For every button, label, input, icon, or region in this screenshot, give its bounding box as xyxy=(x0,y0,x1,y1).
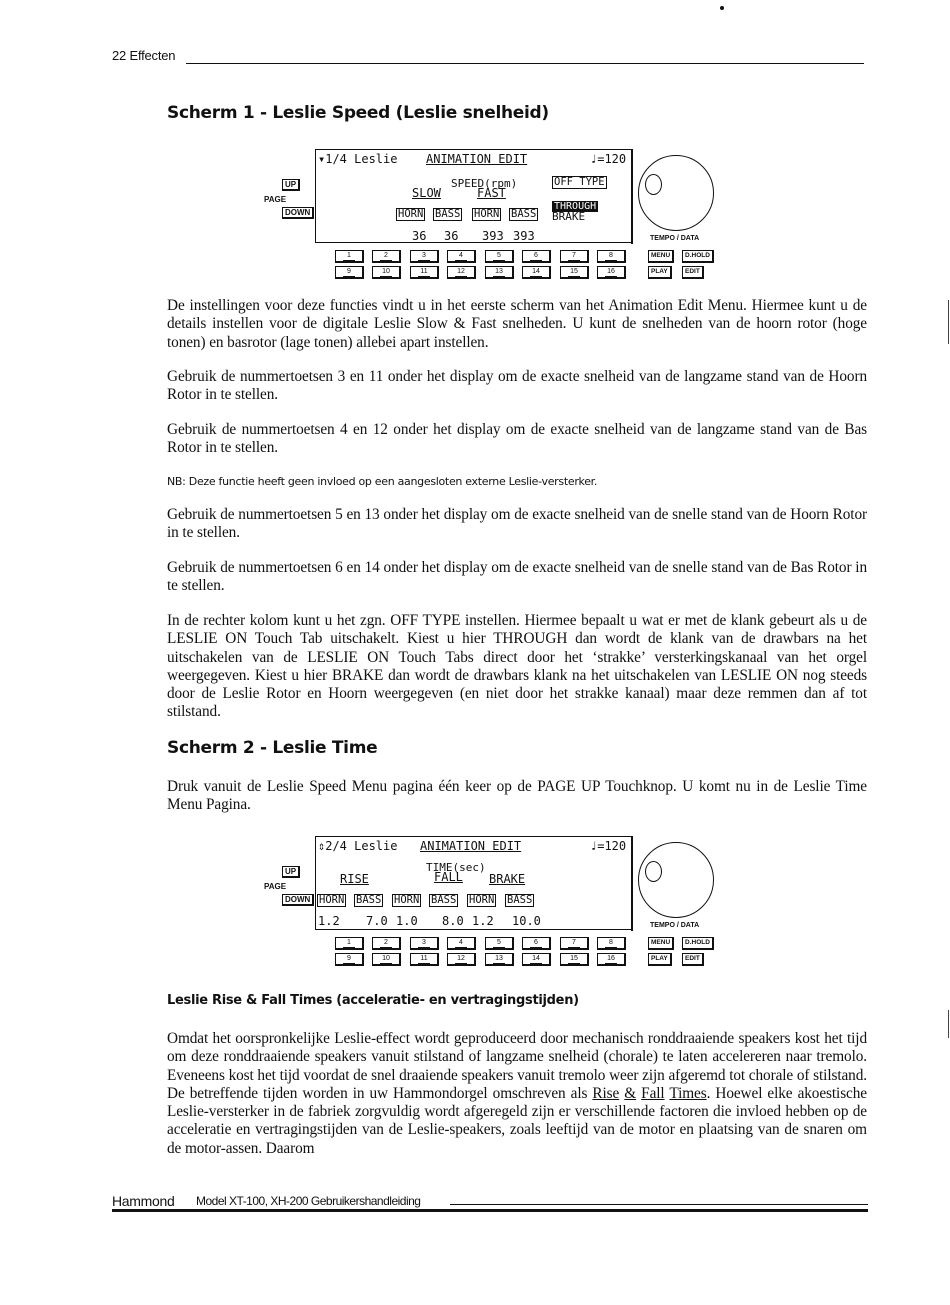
number-key-15[interactable]: 15 xyxy=(560,266,589,279)
lcd-value: 7.0 xyxy=(366,914,388,928)
page-label: PAGE xyxy=(264,195,287,204)
section-2-title: Scherm 2 - Leslie Time xyxy=(167,738,378,758)
lcd-fall: FALL xyxy=(434,870,463,884)
number-key-15[interactable]: 15 xyxy=(560,953,589,966)
lcd-page: ▾1/4 Leslie xyxy=(318,152,398,166)
lcd-mode: ANIMATION EDIT xyxy=(426,152,528,166)
page-header-label: 22 Effecten xyxy=(112,48,176,63)
lcd-label: BASS xyxy=(431,894,457,906)
number-key-9[interactable]: 9 xyxy=(335,953,364,966)
lcd-rise: RISE xyxy=(340,872,369,886)
lcd-mode: ANIMATION EDIT xyxy=(420,839,522,853)
lcd-through: THROUGH xyxy=(554,201,597,212)
paragraph: Gebruik de nummertoetsen 4 en 12 onder het display om de exacte snelheid van de langzame stand van de Bas Rotor in te stellen. xyxy=(167,421,867,457)
lcd-tempo: ♩=120 xyxy=(590,839,627,853)
paragraph: Omdat het oorspronkelijke Leslie-effect wordt geproduceerd door mechanisch ronddraaiende speakers kost het tijd om deze ronddraaiende speakers vanuit stilstand of langzame snelheid (chorale) te laten accelereren naar tremolo. Eveneens kost het tijd voordat de snel draaiende speakers vanuit tremolo weer zijn afgeremd tot chorale of stilstand. De betreffende tijden worden in uw Hammondorgel omschreven als Rise & Fall Times. Hoewel elke akoestische Leslie-versterker in de fabriek zorgvuldig wordt afgeregeld zijn er verschillende factoren die invloed hebben op de acceleratie en vertragingstijden van de Leslie-speakers, zoals leeftijd van de motor en plaatsing van de snaren om de motor-assen. Daarom xyxy=(167,1030,867,1157)
dhold-button[interactable]: D.HOLD xyxy=(682,937,714,950)
lcd-value: 1.2 xyxy=(472,914,494,928)
number-key-5[interactable]: 5 xyxy=(485,250,514,263)
lcd-page: ⇕2/4 Leslie xyxy=(318,839,398,853)
page-footer xyxy=(112,1193,868,1217)
number-key-3[interactable]: 3 xyxy=(410,250,439,263)
lcd-brake: BRAKE xyxy=(489,872,526,886)
edit-button[interactable]: EDIT xyxy=(682,953,704,966)
number-key-10[interactable]: 10 xyxy=(372,953,401,966)
page-header xyxy=(112,46,864,70)
knob-indicator xyxy=(645,174,662,195)
lcd-value: 393 xyxy=(482,229,504,243)
number-key-7[interactable]: 7 xyxy=(560,937,589,950)
lcd-time-label: TIME(sec) xyxy=(426,861,486,874)
number-key-11[interactable]: 11 xyxy=(410,953,439,966)
number-key-7[interactable]: 7 xyxy=(560,250,589,263)
number-key-1[interactable]: 1 xyxy=(335,937,364,950)
number-key-14[interactable]: 14 xyxy=(522,266,551,279)
page-down-button[interactable]: DOWN xyxy=(282,894,314,906)
paragraph: De instellingen voor deze functies vindt u in het eerste scherm van het Animation Edit Menu. Hiermee kunt u de details instellen voor de digitale Leslie Slow & Fast snelheden. U kunt de snelheden van de hoorn rotor (hoge tonen) en basrotor (lage tonen) allebei apart instellen. xyxy=(167,297,867,351)
number-key-10[interactable]: 10 xyxy=(372,266,401,279)
subsection-title: Leslie Rise & Fall Times (acceleratie- en vertragingstijden) xyxy=(167,993,579,1008)
paragraph: Gebruik de nummertoetsen 5 en 13 onder het display om de exacte snelheid van de snelle stand van de Hoorn Rotor in te stellen. xyxy=(167,506,867,542)
page-up-button[interactable]: UP xyxy=(282,866,300,878)
lcd-speed-label: SPEED(rpm) xyxy=(451,177,518,190)
number-key-13[interactable]: 13 xyxy=(485,953,514,966)
page-edge-line xyxy=(948,300,949,344)
header-rule xyxy=(186,63,864,64)
lcd-bass-2: BASS xyxy=(511,208,537,220)
paragraph: In de rechter kolom kunt u het zgn. OFF TYPE instellen. Hiermee bepaalt u wat er met de klank gebeurt als u de LESLIE ON Touch Tab uitschakelt. Kiest u hier THROUGH dan wordt de klank van de drawbars na het uitschakelen van de LESLIE ON Touch Tabs direct door het ‘strakke’ versterkingskanaal van het orgel weergegeven. Kiest u hier BRAKE dan wordt de drawbars klank na het uitschakelen van LESLIE ON nog steeds door de Leslie Rotor en Hoorn weergegeven (en niet door het strakke kanaal) maar deze remmen dan af tot stilstand. xyxy=(167,612,867,721)
lcd-fast: FAST xyxy=(477,186,506,200)
note: NB: Deze functie heeft geen invloed op een aangesloten externe Leslie-versterker. xyxy=(167,475,598,488)
lcd-label: BASS xyxy=(507,894,533,906)
lcd-tempo: ♩=120 xyxy=(590,152,627,166)
lcd-value: 36 xyxy=(412,229,427,243)
number-key-6[interactable]: 6 xyxy=(522,250,551,263)
footer-brand: Hammond xyxy=(112,1193,175,1209)
play-button[interactable]: PLAY xyxy=(648,953,672,966)
number-key-4[interactable]: 4 xyxy=(447,250,476,263)
dhold-button[interactable]: D.HOLD xyxy=(682,250,714,263)
number-key-4[interactable]: 4 xyxy=(447,937,476,950)
knob-label: TEMPO / DATA xyxy=(650,235,700,242)
lcd-display-2 xyxy=(315,836,632,930)
page-speck xyxy=(720,6,724,10)
lcd-value: 1.2 xyxy=(318,914,340,928)
lcd-display-1 xyxy=(315,149,632,243)
number-key-11[interactable]: 11 xyxy=(410,266,439,279)
page-label: PAGE xyxy=(264,882,287,891)
lcd-off-type: OFF TYPE xyxy=(554,176,605,188)
number-key-1[interactable]: 1 xyxy=(335,250,364,263)
lcd-bass-1: BASS xyxy=(435,208,461,220)
lcd-panel-1 xyxy=(260,149,720,275)
page-edge-line xyxy=(948,1010,949,1038)
paragraph: Gebruik de nummertoetsen 3 en 11 onder het display om de exacte snelheid van de langzame stand van de Hoorn Rotor in te stellen. xyxy=(167,368,867,404)
number-key-12[interactable]: 12 xyxy=(447,953,476,966)
number-key-6[interactable]: 6 xyxy=(522,937,551,950)
lcd-edge xyxy=(631,836,633,931)
play-button[interactable]: PLAY xyxy=(648,266,672,279)
lcd-label: HORN xyxy=(319,894,345,906)
number-key-13[interactable]: 13 xyxy=(485,266,514,279)
number-key-16[interactable]: 16 xyxy=(597,953,626,966)
section-1-title: Scherm 1 - Leslie Speed (Leslie snelheid) xyxy=(167,103,549,123)
lcd-horn-2: HORN xyxy=(474,208,500,220)
paragraph: Druk vanuit de Leslie Speed Menu pagina één keer op de PAGE UP Touchknop. U komt nu in de Leslie Time Menu Pagina. xyxy=(167,778,867,814)
lcd-label: HORN xyxy=(394,894,420,906)
lcd-panel-2 xyxy=(260,836,720,962)
number-key-16[interactable]: 16 xyxy=(597,266,626,279)
number-key-2[interactable]: 2 xyxy=(372,937,401,950)
footer-rule-thick xyxy=(112,1209,868,1212)
tempo-data-knob[interactable] xyxy=(638,842,714,918)
number-key-12[interactable]: 12 xyxy=(447,266,476,279)
page-up-button[interactable]: UP xyxy=(282,179,300,191)
lcd-edge xyxy=(631,149,633,244)
footer-model: Model XT-100, XH-200 Gebruikershandleiding xyxy=(196,1194,421,1208)
edit-button[interactable]: EDIT xyxy=(682,266,704,279)
lcd-value: 393 xyxy=(513,229,535,243)
number-key-9[interactable]: 9 xyxy=(335,266,364,279)
number-key-8[interactable]: 8 xyxy=(597,250,626,263)
number-key-3[interactable]: 3 xyxy=(410,937,439,950)
lcd-label: BASS xyxy=(356,894,382,906)
number-key-8[interactable]: 8 xyxy=(597,937,626,950)
lcd-slow: SLOW xyxy=(412,186,441,200)
number-key-5[interactable]: 5 xyxy=(485,937,514,950)
lcd-value: 10.0 xyxy=(512,914,541,928)
number-key-2[interactable]: 2 xyxy=(372,250,401,263)
lcd-value: 8.0 xyxy=(442,914,464,928)
lcd-brake: BRAKE xyxy=(552,210,586,223)
menu-button[interactable]: MENU xyxy=(648,250,674,263)
knob-indicator xyxy=(645,861,662,882)
number-key-14[interactable]: 14 xyxy=(522,953,551,966)
paragraph: Gebruik de nummertoetsen 6 en 14 onder het display om de exacte snelheid van de snelle stand van de Bas Rotor in te stellen. xyxy=(167,559,867,595)
menu-button[interactable]: MENU xyxy=(648,937,674,950)
tempo-data-knob[interactable] xyxy=(638,155,714,231)
lcd-value: 1.0 xyxy=(396,914,418,928)
lcd-value: 36 xyxy=(444,229,459,243)
lcd-horn-1: HORN xyxy=(398,208,424,220)
knob-label: TEMPO / DATA xyxy=(650,922,700,929)
lcd-label: HORN xyxy=(469,894,495,906)
footer-rule xyxy=(450,1204,868,1205)
page-down-button[interactable]: DOWN xyxy=(282,207,314,219)
